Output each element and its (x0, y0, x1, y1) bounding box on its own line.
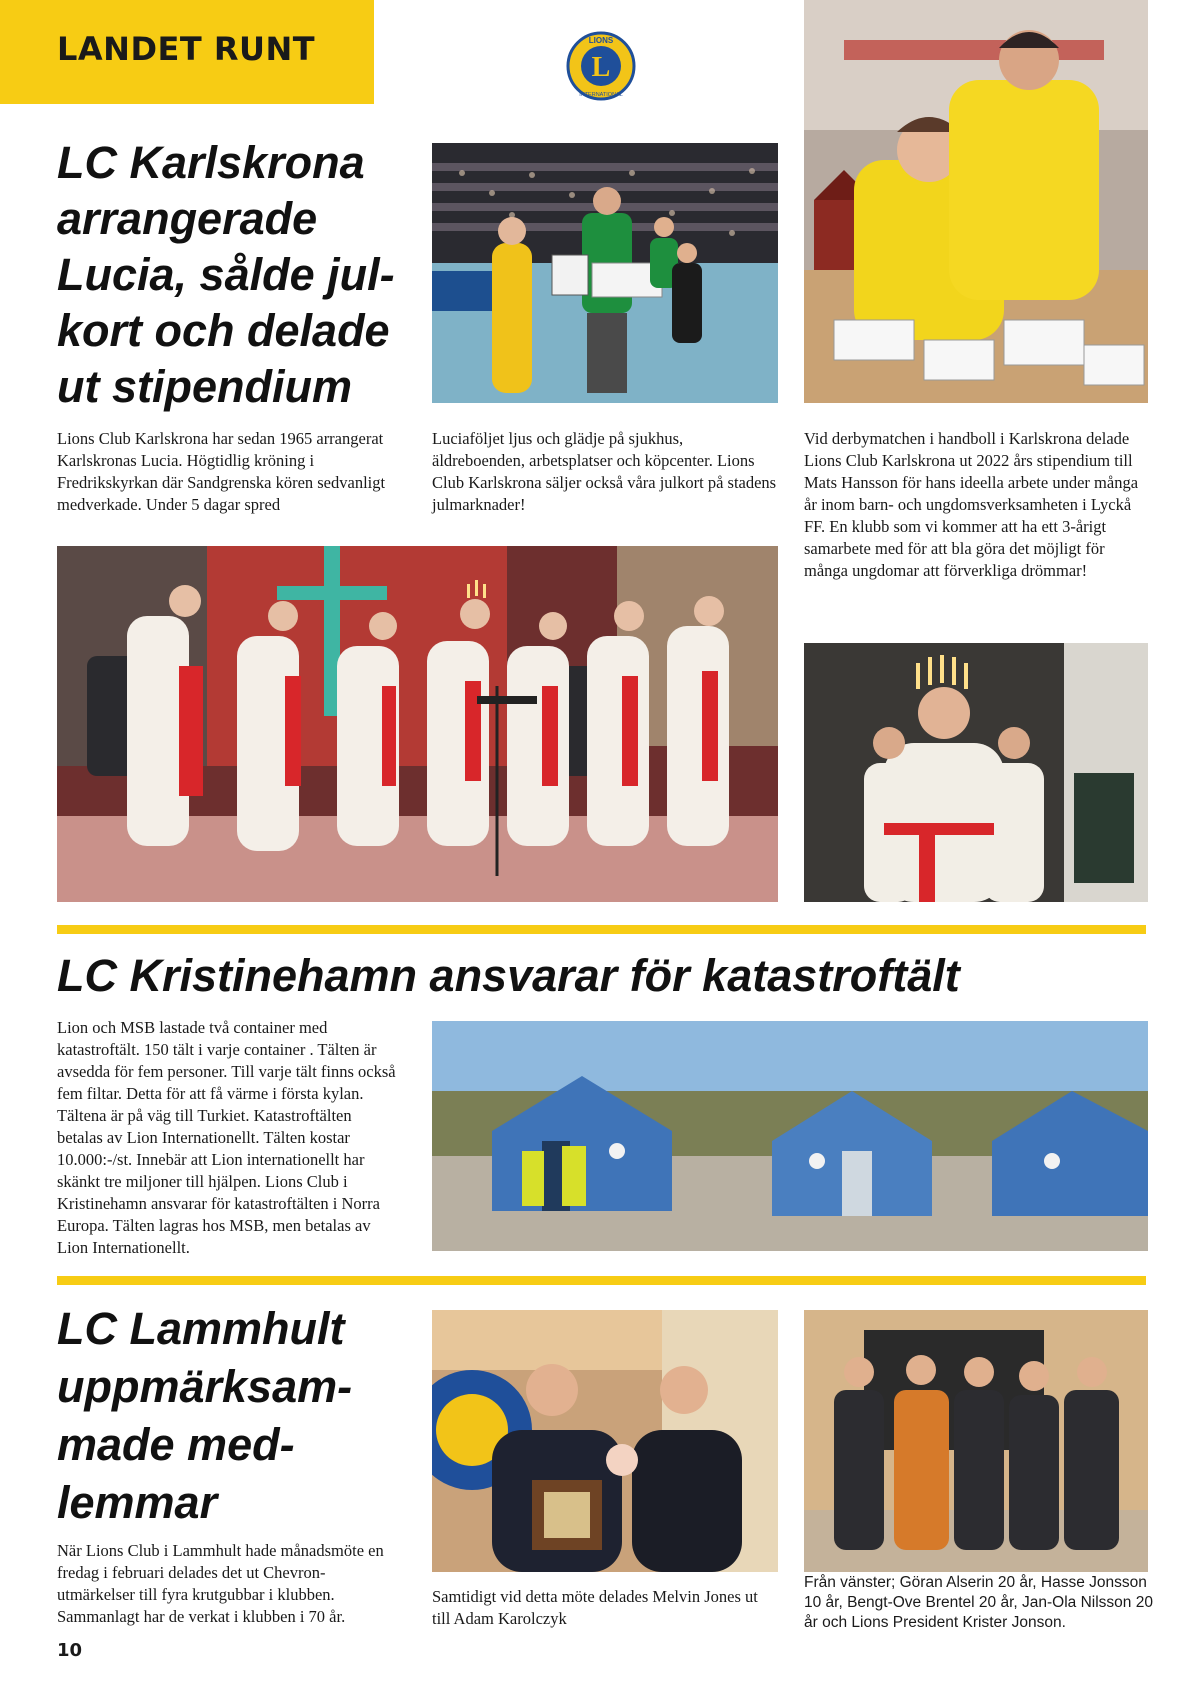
article-title-lammhult: LC Lammhult uppmärksammade medlemmar (57, 1303, 353, 1528)
section-divider (57, 1276, 1146, 1285)
karlskrona-intro-text: Lions Club Karlskrona har sedan 1965 arrangerat Karlskronas Lucia. Högtidlig kröning i Fredrikskyrkan där Sandgrenska kören sedvanligt medverkade. Under 5 dagar spred (57, 429, 386, 514)
lammhult-caption-middle: Samtidigt vid detta möte delades Melvin Jones ut till Adam Karolczyk (432, 1587, 758, 1628)
section-tab (0, 0, 374, 104)
karlskrona-col2-text: Luciaföljet ljus och glädje på sjukhus, äldreboenden, arbetsplatser och köpcenter. Lions Club Karlskrona säljer också våra julkort på stadens julmarknader! (432, 429, 777, 514)
photo-chevron-members (804, 1310, 1148, 1572)
photo-julkort-market (804, 0, 1148, 403)
photo-handball-award (432, 143, 778, 403)
logo-letter: L (591, 52, 611, 83)
section-divider (57, 925, 1146, 934)
karlskrona-col3-text: Vid derbymatchen i handboll i Karlskrona delade Lions Club Karlskrona ut 2022 års stipendium till Mats Hansson för hans ideella arbete under många år inom barn- och ungdomsverksamheten i Lyckå FF. En klubb som vi kommer att ha ett 3-årigt samarbete med för att bla göra det möjligt för många ungdomar att förverkliga drömmar! (804, 429, 1139, 580)
article-title-karlskrona: LC Karlskrona arrangerade Lucia, sålde julkort och delade ut stipendium (57, 137, 395, 412)
lammhult-caption-right: Från vänster; Göran Alserin 20 år, Hasse Jonsson 10 år, Bengt-Ove Brentel 20 år, Jan-Ola Nilsson 20 år och Lions President Krister Jonson. (804, 1574, 1153, 1631)
lions-logo (566, 30, 636, 102)
logo-text-bottom: INTERNATIONAL (579, 92, 623, 98)
photo-disaster-tents (432, 1021, 1148, 1251)
logo-text-top: LIONS (588, 36, 614, 45)
article-title-kristinehamn: LC Kristinehamn ansvarar för katastroftält (57, 950, 960, 1001)
photo-lucia-choir (57, 546, 778, 902)
photo-melvin-jones-award (432, 1310, 778, 1572)
page-number: 10 (57, 1640, 83, 1661)
kristinehamn-body-text: Lion och MSB lastade två container med katastroftält. 150 tält i varje container . Tälten är avsedda för fem personer. Till varje tält finns också fem filtar. Detta för att få värme i första kylan. Tältena är på väg till Turkiet. Katastroftälten betalas av Lion Internationellt. Tälten kostar 10.000:-/st. Innebär att Lion internationellt har skänkt tre miljoner till hjälpen. Lions Club i Kristinehamn ansvarar för katastroftälten i Norra Europa. Tälten lagras hos MSB, men betalas av Lion Internationellt. (57, 1018, 396, 1257)
photo-lucia-procession (804, 643, 1148, 902)
section-label: LANDET RUNT (57, 30, 316, 68)
lammhult-body-text: När Lions Club i Lammhult hade månadsmöte en fredag i februari delades det ut Chevron-utmärkelser till fyra krutgubbar i klubben. Sammanlagt har de verkat i klubben i 70 år. (57, 1541, 384, 1626)
